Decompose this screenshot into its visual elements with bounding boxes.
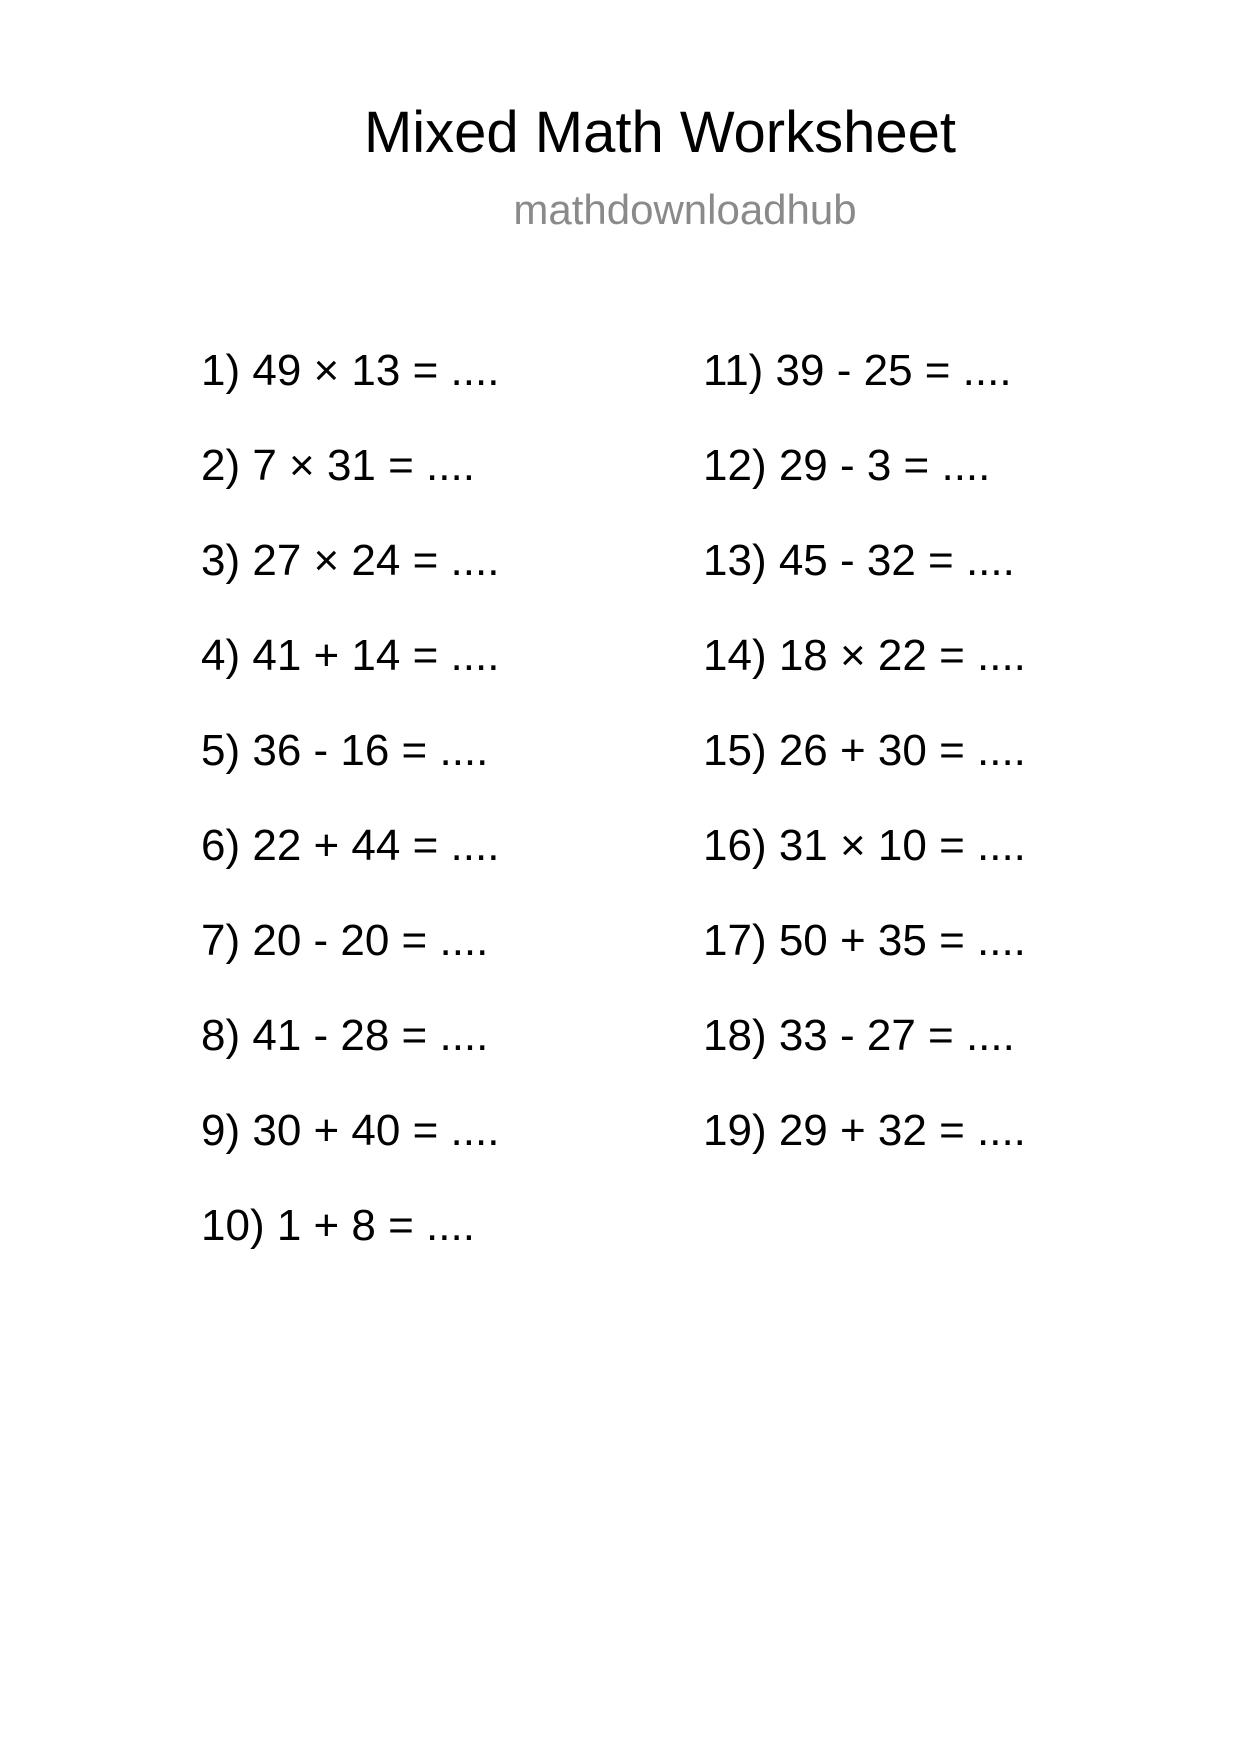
- problem-column-right: [703, 345, 1026, 1200]
- problem-item: 12) 29 - 3 = ....: [703, 441, 991, 490]
- worksheet-subtitle: mathdownloadhub: [513, 186, 857, 233]
- problem-item: 3) 27 × 24 = ....: [201, 536, 500, 585]
- problem-item: 13) 45 - 32 = ....: [703, 536, 1015, 585]
- problem-item: 9) 30 + 40 = ....: [201, 1106, 500, 1155]
- problem-item: 7) 20 - 20 = ....: [201, 916, 489, 965]
- problem-item: 16) 31 × 10 = ....: [703, 821, 1026, 870]
- problem-item: 17) 50 + 35 = ....: [703, 916, 1026, 965]
- problem-column-left: [201, 345, 499, 1295]
- problem-item: 2) 7 × 31 = ....: [201, 441, 475, 490]
- worksheet-title: Mixed Math Worksheet: [363, 100, 957, 165]
- problem-item: 5) 36 - 16 = ....: [201, 726, 489, 775]
- problem-item: 4) 41 + 14 = ....: [201, 631, 500, 680]
- problem-item: 14) 18 × 22 = ....: [703, 631, 1026, 680]
- problem-item: 15) 26 + 30 = ....: [703, 726, 1026, 775]
- problem-item: 1) 49 × 13 = ....: [201, 346, 500, 395]
- problem-item: 18) 33 - 27 = ....: [703, 1011, 1015, 1060]
- problem-item: 19) 29 + 32 = ....: [703, 1106, 1026, 1155]
- problem-item: 10) 1 + 8 = ....: [201, 1201, 475, 1250]
- problem-item: 6) 22 + 44 = ....: [201, 821, 500, 870]
- problem-item: 11) 39 - 25 = ....: [703, 346, 1012, 395]
- problem-item: 8) 41 - 28 = ....: [201, 1011, 489, 1060]
